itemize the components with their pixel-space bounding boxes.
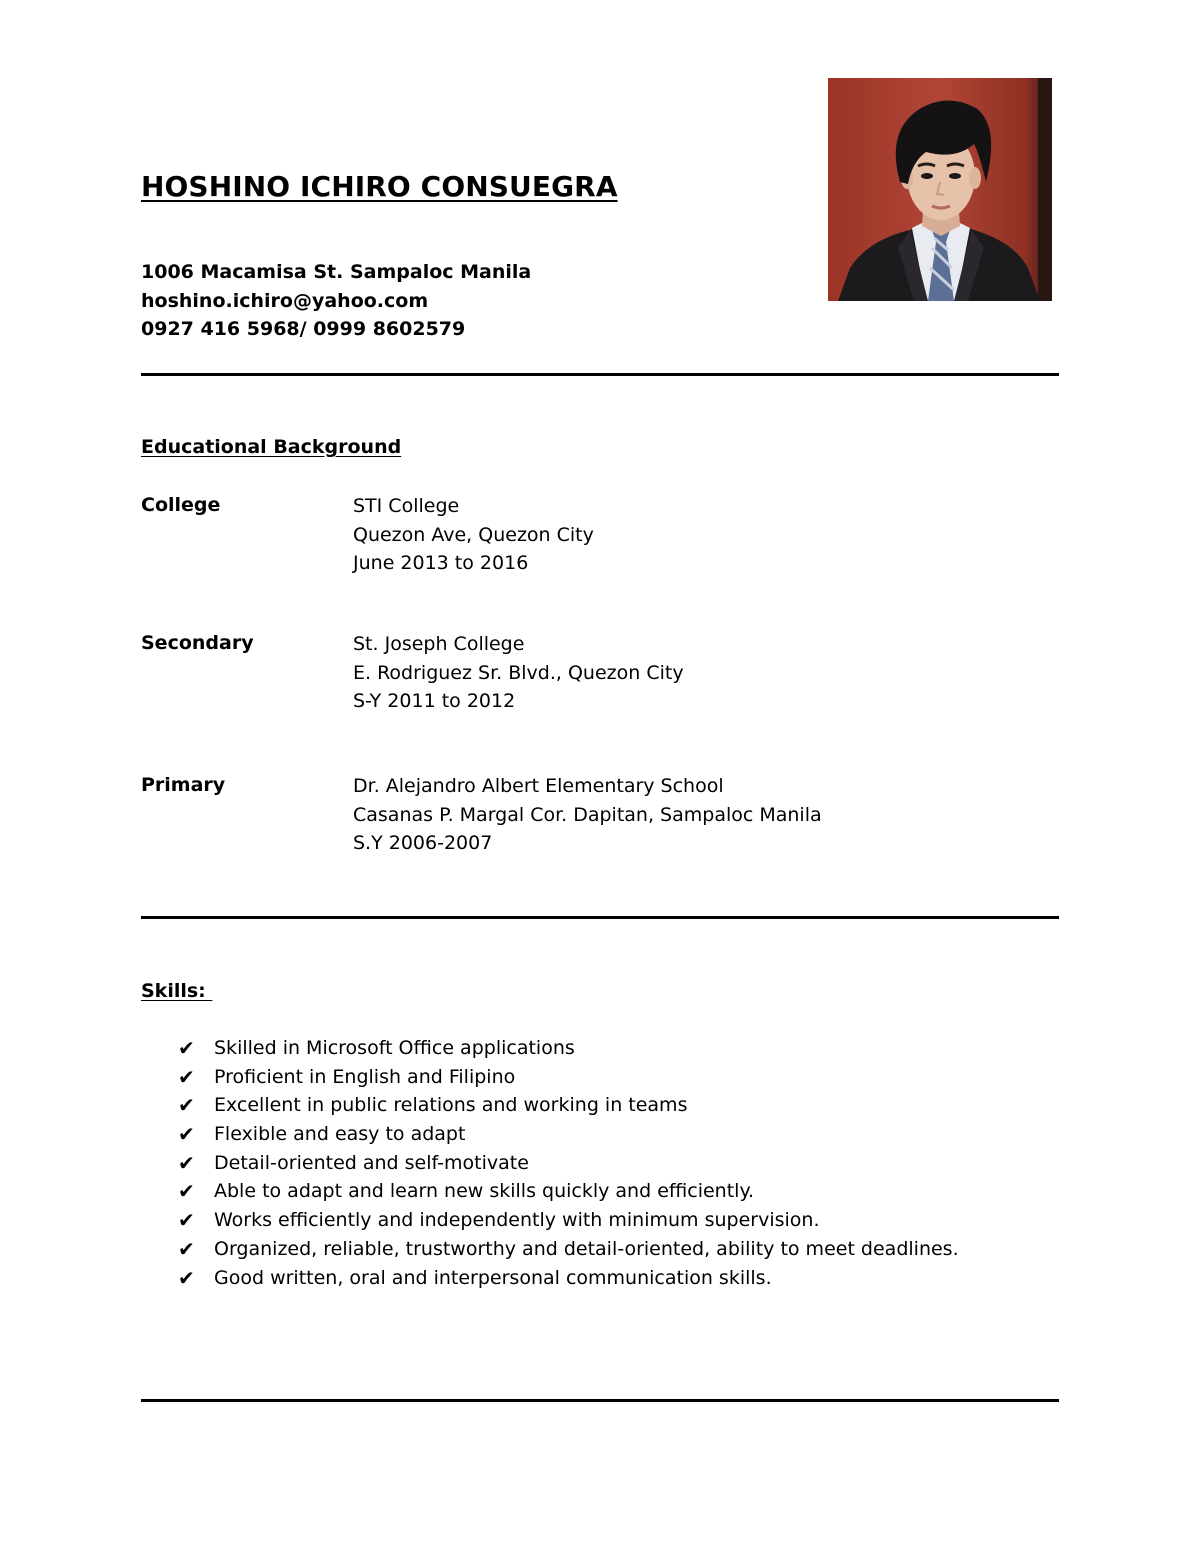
skill-text: Excellent in public relations and working in teams (214, 1094, 688, 1117)
contact-address: 1006 Macamisa St. Sampaloc Manila (141, 261, 532, 283)
contact-block (141, 258, 531, 344)
primary-details (353, 772, 822, 858)
checkmark-icon: ✔ (178, 1093, 195, 1118)
primary-label: Primary (141, 774, 226, 796)
skill-item (178, 1063, 959, 1092)
checkmark-icon: ✔ (178, 1208, 195, 1233)
secondary-details (353, 630, 684, 716)
skill-text: Works efficiently and independently with minimum supervision. (214, 1209, 820, 1232)
contact-phone: 0927 416 5968/ 0999 8602579 (141, 318, 466, 340)
education-heading: Educational Background (141, 436, 402, 458)
skill-item (178, 1091, 959, 1120)
skill-text: Good written, oral and interpersonal communication skills. (214, 1266, 772, 1289)
skill-item (178, 1206, 959, 1235)
secondary-period: S-Y 2011 to 2012 (353, 690, 516, 712)
primary-location: Casanas P. Margal Cor. Dapitan, Sampaloc Manila (353, 803, 822, 826)
skill-text: Detail-oriented and self-motivate (214, 1151, 529, 1174)
skill-text: Flexible and easy to adapt (214, 1123, 466, 1146)
skill-text: Proficient in English and Filipino (214, 1065, 516, 1088)
skill-text: Organized, reliable, trustworthy and detail-oriented, ability to meet deadlines. (214, 1237, 959, 1260)
checkmark-icon: ✔ (178, 1265, 195, 1290)
secondary-location: E. Rodriguez Sr. Blvd., Quezon City (353, 661, 684, 684)
skill-text: Skilled in Microsoft Office applications (214, 1037, 575, 1059)
divider-bottom (141, 1399, 1059, 1402)
checkmark-icon: ✔ (178, 1179, 195, 1204)
skills-heading: Skills: (141, 980, 213, 1002)
checkmark-icon: ✔ (178, 1236, 195, 1261)
skills-list (178, 1034, 959, 1292)
checkmark-icon: ✔ (178, 1036, 195, 1060)
checkmark-icon: ✔ (178, 1064, 195, 1089)
applicant-photo (828, 78, 1052, 301)
skill-item (178, 1235, 959, 1264)
college-label: College (141, 494, 221, 516)
secondary-school: St. Joseph College (353, 633, 525, 655)
divider-middle (141, 916, 1059, 919)
college-period: June 2013 to 2016 (353, 552, 529, 574)
contact-email: hoshino.ichiro@yahoo.com (141, 289, 429, 312)
checkmark-icon: ✔ (178, 1122, 195, 1147)
primary-school: Dr. Alejandro Albert Elementary School (353, 775, 724, 797)
college-details (353, 492, 594, 578)
checkmark-icon: ✔ (178, 1150, 195, 1175)
skill-item (178, 1264, 959, 1293)
skill-item (178, 1177, 959, 1206)
secondary-label: Secondary (141, 632, 254, 654)
skill-item (178, 1149, 959, 1178)
skill-text: Able to adapt and learn new skills quickly and efficiently. (214, 1180, 755, 1203)
college-school: STI College (353, 495, 460, 517)
divider-top (141, 373, 1059, 376)
applicant-name: HOSHINO ICHIRO CONSUEGRA (141, 170, 618, 203)
college-location: Quezon Ave, Quezon City (353, 523, 594, 546)
skill-item (178, 1034, 959, 1063)
skill-item (178, 1120, 959, 1149)
primary-period: S.Y 2006-2007 (353, 832, 493, 854)
